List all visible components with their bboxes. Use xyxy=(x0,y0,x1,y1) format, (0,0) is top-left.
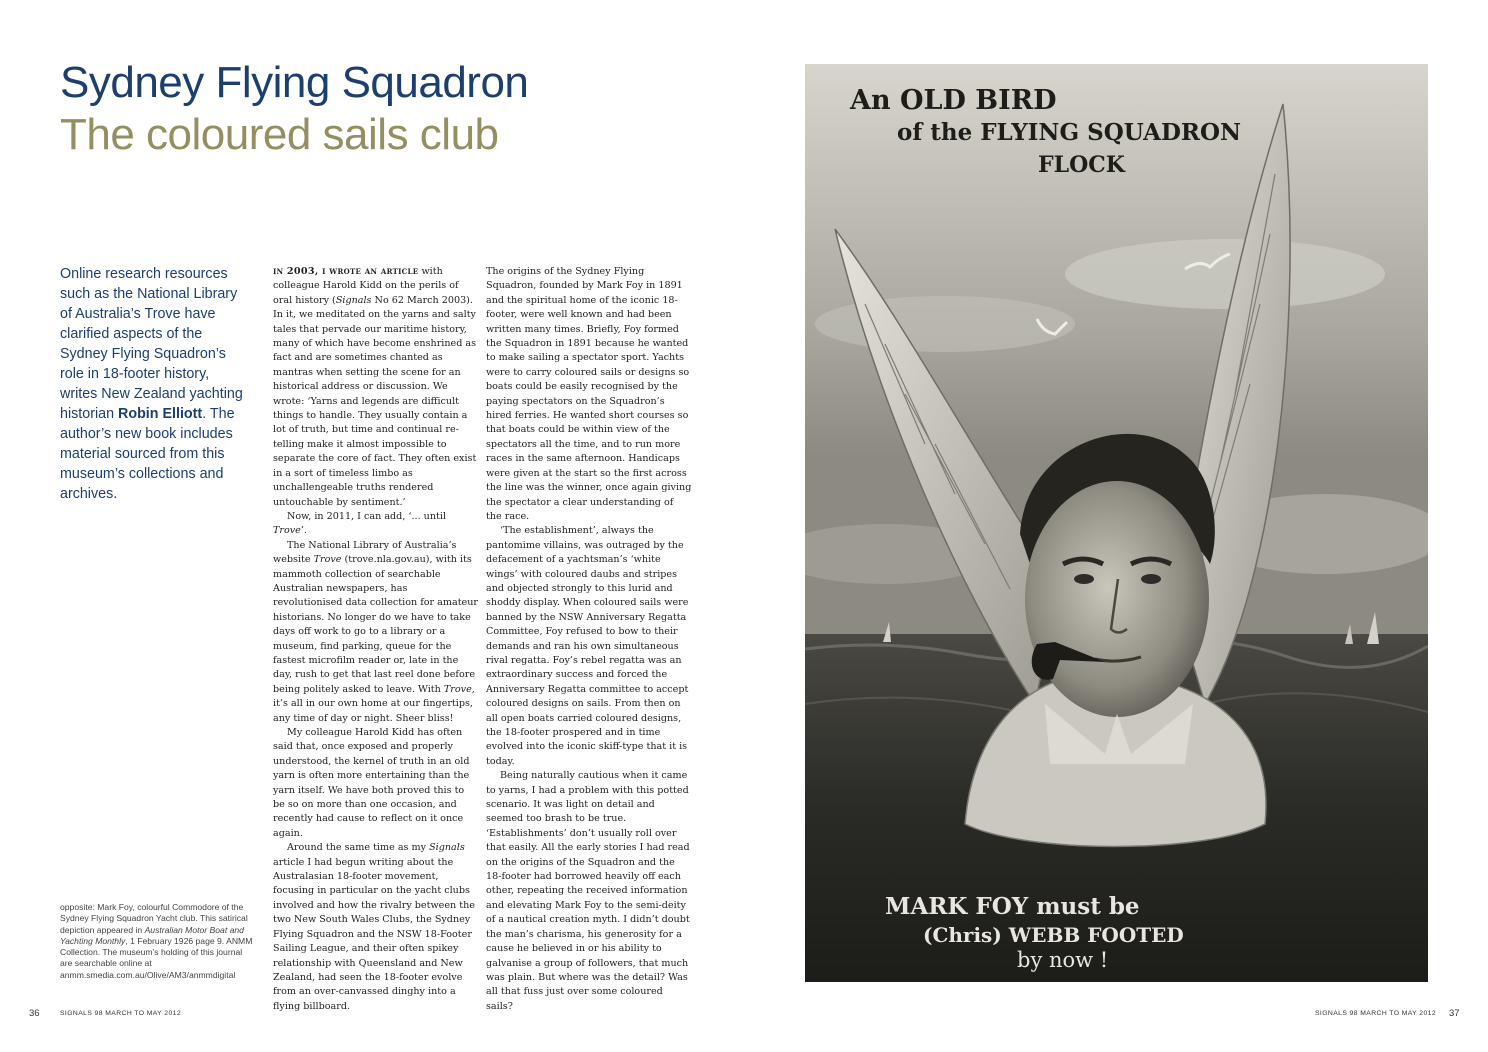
cloud xyxy=(1065,239,1385,309)
running-footer-right: SIGNALS 98 MARCH TO MAY 2012 xyxy=(1315,1010,1437,1017)
paragraph xyxy=(273,510,479,539)
page-number-right: 37 xyxy=(1449,1008,1460,1019)
paragraph xyxy=(273,841,479,1014)
page-number-left: 36 xyxy=(29,1008,40,1019)
standfirst-text-end: . The author’s new book includes material sourced from this museum’s collections and archives. xyxy=(60,406,235,502)
poster-bottom-text-3: by now ! xyxy=(1017,948,1109,972)
text-run: , it’s all in our own home at our fingertips, any time of day or night. Sheer bliss! xyxy=(273,683,475,724)
text-run: The National Library of Australia’s website xyxy=(273,539,457,566)
text-run: (trove.nla.gov.au), with its mammoth collection of searchable Australian newspapers, has revolutionised data collection for amateur historians. No longer do we have to take days off work to go to a library or a museum, find parking, queue for the fastest microfilm reader or, late in the day, rush to get that last reel done before being politely asked to leave. With xyxy=(273,554,478,695)
headline-line1: Sydney Flying Squadron xyxy=(60,58,529,107)
eye xyxy=(1074,574,1094,584)
italic-run: Trove xyxy=(273,525,301,537)
face xyxy=(1025,481,1209,717)
paragraph: The origins of the Sydney Flying Squadron, founded by Mark Foy in 1891 and the spiritual home of the iconic 18-footer, were well known and had been written many times. Briefly, Foy formed the Squadron in 1891 because he wanted to make sailing a spectator sport. Yachts were to carry coloured sails or designs so boats could be easily recognised by the paying spectators on the Squadron’s hired ferries. He wanted short courses so that boats could be within view of the spectators all the time, and to run more races in the same afternoon. Handicaps were given at the start so the first across the line was the winner, once again giving the spectator a clear understanding of the race. xyxy=(486,266,692,522)
running-footer-left: SIGNALS 98 MARCH TO MAY 2012 xyxy=(60,1010,182,1017)
poster-artwork xyxy=(805,64,1428,982)
italic-run: Signals xyxy=(429,842,465,854)
italic-run: Trove xyxy=(313,554,342,566)
paragraph: My colleague Harold Kidd has often said that, once exposed and properly understood, the kernel of truth in an old yarn is often more entertaining than the yarn itself. We have both proved this to be so on more than one occasion, and recently had cause to reflect on it once again. xyxy=(273,727,470,839)
italic-run: Trove xyxy=(443,683,472,695)
paragraph: Being naturally cautious when it came to yarns, I had a problem with this potted scenario. It was light on detail and seemed too brash to be true. ‘Establishments’ don’t usually roll over that easily. All the early stories I had read on the origins of the Squadron and the 18-footer had borrowed heavily off each other, repeating the received information and elevating Mark Foy to the semi-deity of a nautical creation myth. I didn’t doubt the man’s charisma, his generosity for a cause he believed in or his ability to galvanise a group of followers, that much was plain. But where was the detail? Was all that fuss just over some coloured sails? xyxy=(486,770,690,1012)
body-column-2 xyxy=(486,265,692,1014)
author-name: Robin Elliott xyxy=(118,406,203,422)
paragraph: ‘The establishment’, always the pantomime villains, was outraged by the defacement of a yachtsman’s ‘white wings’ with coloured daubs and stripes and objected strongly to this lurid and shoddy display. When coloured sails were banned by the NSW Anniversary Regatta Committee, Foy refused to bow to their demands and ran his own simultaneous rival regatta. Foy’s rebel regatta was an extraordinary success and forced the Anniversary Regatta committee to accept coloured designs on sails. From then on all open boats carried coloured designs, the 18-footer prospered and in time evolved into the iconic skiff-type that it is today. xyxy=(486,525,689,767)
text-run: with colleague Harold Kidd on the perils of oral history ( xyxy=(273,266,459,306)
standfirst xyxy=(60,264,248,504)
text-run: No 62 March 2003). In it, we meditated on the yarns and salty tales that pervade our maritime history, many of which have become enshrined as fact and are sometimes chanted as mantras when setting the scene for an historical address or discussion. We wrote: ‘Yarns and legends are difficult things to handle. They usually contain a lot of truth, but time and continual re-telling make it almost impossible to separate the core of fact. They often exist in a sort of timeless limbo as unchallengeable truths rendered untouchable by sentiment.’ xyxy=(273,294,477,508)
poster-top-text-3: FLOCK xyxy=(1038,152,1125,178)
image-caption xyxy=(60,902,256,981)
caption-text-end: , 1 February 1926 page 9. ANMM Collection. The museum’s holding of this journal are searchable online at anmm.smedia.com.au/Olive/AM3/anmmdigital xyxy=(60,935,253,980)
poster-top-text-1: An OLD BIRD xyxy=(850,85,1057,116)
text-run: Now, in 2011, I can add, ‘... until xyxy=(287,510,447,522)
caption-text: opposite: Mark Foy, colourful Commodore of the Sydney Flying Squadron Yacht club. This satirical depiction appeared in xyxy=(60,902,248,935)
cloud xyxy=(815,296,1075,352)
eye xyxy=(1141,574,1161,584)
italic-run: Signals xyxy=(335,294,372,306)
caption-journal: Australian Motor Boat and Yachting Monthly xyxy=(60,924,244,946)
text-run: Around the same time as my xyxy=(287,842,430,854)
text-run: article I had begun writing about the Australasian 18-footer movement, focusing in particular on the yacht clubs involved and how the rivalry between the two New South Wales Clubs, the Sydney Flying Squadron and the NSW 18-Footer Sailing League, and their often spikey relationship with Queensland and New Zealand, had seen the 18-footer evolve from an over-canvassed dinghy into a flying billboard. xyxy=(273,856,475,1012)
text-run: ’. xyxy=(300,525,307,537)
poster-bottom-text-1: MARK FOY must be xyxy=(885,893,1140,920)
headline-line2: The coloured sails club xyxy=(60,110,499,159)
poster-top-text-2: of the FLYING SQUADRON xyxy=(897,119,1242,146)
standfirst-text: Online research resources such as the National Library of Australia’s Trove have clarified aspects of the Sydney Flying Squadron’s role in 18-footer history, writes New Zealand yachting historian xyxy=(60,266,243,422)
poster-illustration xyxy=(805,64,1428,982)
poster-bottom-text-2: (Chris) WEBB FOOTED xyxy=(923,923,1184,947)
body-column-1 xyxy=(273,265,479,1014)
paragraph xyxy=(273,539,479,726)
paragraph xyxy=(273,265,479,510)
lead-in: in 2003, i wrote an article xyxy=(273,266,419,277)
